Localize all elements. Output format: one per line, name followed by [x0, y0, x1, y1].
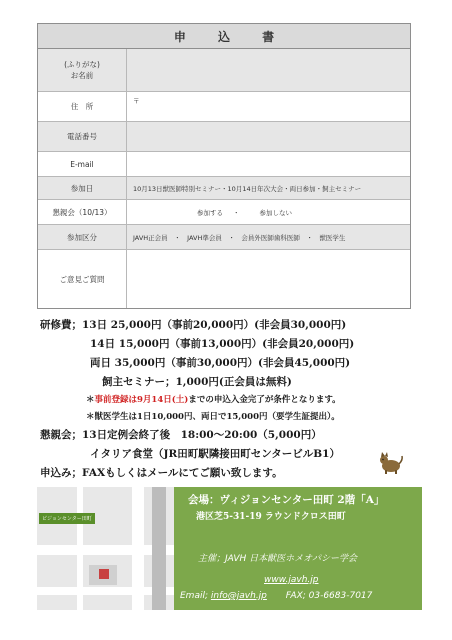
address-row	[38, 92, 410, 122]
venue-banner	[37, 487, 422, 610]
furigana-label: (ふりがな)	[64, 60, 100, 69]
name-label: お名前	[70, 71, 94, 80]
fee-line-owner: 飼主セミナー；1,000円(正会員は無料)	[102, 376, 292, 388]
map-road	[77, 487, 83, 610]
dog-icon	[378, 452, 404, 474]
venue-marker	[99, 569, 109, 579]
contact-line	[180, 591, 372, 601]
phone-label: 電話番号	[38, 122, 127, 151]
separator-dot: ・	[233, 208, 240, 217]
fax-number: FAX; 03-6683-7017	[285, 591, 373, 601]
venue-map[interactable]	[37, 487, 174, 610]
attendance-date-options[interactable]: 10月13日獣医師特別セミナー・10月14日年次大会・両日参加・飼主セミナー	[127, 177, 410, 199]
social-info: 懇親会；13日定例会終了後 18:00～20:00（5,000円）	[40, 429, 322, 441]
social-decline-option[interactable]: 参加しない	[259, 208, 292, 217]
application-form	[37, 23, 411, 309]
venue-name: 会場：ヴィジョンセンター田町 2階「A」	[188, 494, 385, 506]
phone-row	[38, 122, 410, 152]
email-label: E-mail	[38, 152, 127, 176]
email-label-text: Email;	[180, 591, 209, 601]
attendance-date-label: 参加日	[38, 177, 127, 199]
phone-field[interactable]	[127, 122, 410, 151]
name-row	[38, 49, 410, 92]
preregistration-deadline: 事前登録は9月14日(土)	[94, 395, 189, 405]
name-field[interactable]	[127, 49, 410, 91]
map-venue-tag: ビジョンセンター田町	[39, 513, 95, 524]
form-title: 申 込 書	[38, 24, 410, 49]
comments-row	[38, 250, 410, 308]
fee-line-14: 14日 15,000円（事前13,000円）(非会員20,000円)	[90, 338, 355, 350]
email-row	[38, 152, 410, 177]
email-field[interactable]	[127, 152, 410, 176]
venue-address: 港区芝5-31-19 ラウンドクロス田町	[196, 512, 346, 522]
note-students: ＊獣医学生は1日10,000円、両日で15,000円（要学生証提出）。	[86, 412, 340, 422]
social-row	[38, 200, 410, 225]
organizer: 主催；JAVH 日本獣医ホメオパシー学会	[198, 554, 357, 564]
venue-info-panel	[174, 487, 422, 610]
address-field[interactable]: 〒	[127, 92, 410, 121]
category-label: 参加区分	[38, 225, 127, 249]
social-attend-option[interactable]: 参加する	[197, 208, 223, 217]
comments-label: ご意見ご質問	[38, 250, 127, 308]
comments-field[interactable]	[127, 250, 410, 308]
fee-line-both: 両日 35,000円（事前30,000円）(非会員45,000円)	[90, 357, 351, 369]
address-label: 住 所	[38, 92, 127, 121]
fee-line-13: 研修費；13日 25,000円（事前20,000円）(非会員30,000円)	[40, 319, 347, 331]
attendance-date-row	[38, 177, 410, 200]
map-railway	[152, 487, 166, 610]
social-venue: イタリア食堂（JR田町駅隣接田町センタービルB1）	[90, 448, 340, 460]
apply-info: 申込み；FAXもしくはメールにてご願い致します。	[40, 467, 283, 479]
social-label: 懇親会（10/13）	[38, 200, 127, 224]
note-preregistration: ＊事前登録は9月14日(土)までの申込入金完了が条件となります。	[86, 395, 341, 405]
category-row	[38, 225, 410, 250]
category-options[interactable]: JAVH正会員 ・ JAVH準会員 ・ 会員外医師歯科医師 ・ 獣医学生	[127, 225, 410, 249]
email-link[interactable]: info@javh.jp	[210, 591, 267, 601]
website-link[interactable]: www.javh.jp	[264, 575, 319, 585]
